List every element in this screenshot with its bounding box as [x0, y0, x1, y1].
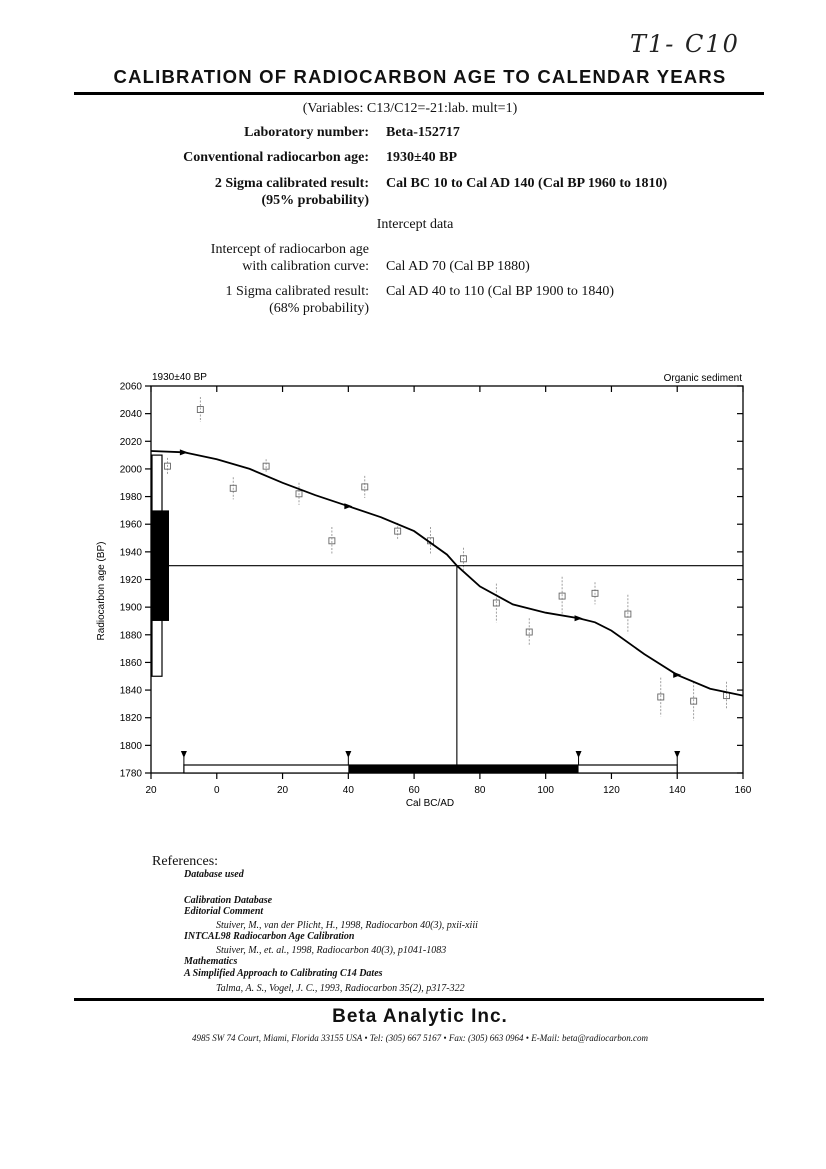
range-boundary-marker — [674, 751, 680, 758]
reference-item: Editorial Comment — [184, 906, 264, 917]
company-name: Beta Analytic Inc. — [332, 1006, 508, 1027]
curve-marker — [344, 503, 352, 509]
curve-marker — [575, 615, 583, 621]
x-tick-label: 20 — [276, 785, 289, 796]
sigma2-value: Cal BC 10 to Cal AD 140 (Cal BP 1960 to 1810) — [386, 176, 668, 191]
lab-number-value: Beta-152717 — [386, 125, 460, 140]
x-tick-label: 40 — [342, 785, 354, 796]
y-tick-label: 1820 — [119, 713, 142, 725]
reference-item: Database used — [184, 869, 244, 880]
y-tick-label: 1940 — [119, 547, 142, 559]
y-tick-label: 1980 — [119, 492, 142, 504]
range-boundary-marker — [345, 751, 351, 758]
cal-range-1sigma — [348, 765, 578, 773]
y-tick-label: 2020 — [119, 436, 142, 448]
chart-top-left-label: 1930±40 BP — [152, 372, 207, 383]
lab-number-label: Laboratory number: — [244, 125, 369, 140]
y-axis-label: Radiocarbon age (BP) — [96, 541, 107, 641]
y-tick-label: 2000 — [119, 464, 142, 476]
sigma1-label: 1 Sigma calibrated result: — [225, 284, 369, 299]
x-tick-label: 0 — [213, 785, 220, 796]
x-tick-label: 140 — [668, 785, 686, 796]
chart-top-right-label: Organic sediment — [663, 373, 742, 384]
x-tick-label: 80 — [474, 785, 486, 796]
y-tick-label: 1800 — [119, 740, 142, 752]
curve-marker — [180, 449, 188, 455]
references-heading: References: — [152, 854, 219, 869]
sigma1-probability: (68% probability) — [269, 301, 369, 316]
y-tick-label: 1780 — [119, 768, 142, 780]
x-tick-label: 20 — [145, 785, 157, 796]
reference-item: Stuiver, M., van der Plicht, H., 1998, Radiocarbon 40(3), pxii-xiii — [216, 920, 478, 931]
conventional-age-label: Conventional radiocarbon age: — [183, 150, 369, 165]
intercept-label-1: Intercept of radiocarbon age — [210, 242, 369, 257]
y-tick-label: 1840 — [119, 685, 142, 697]
y-tick-label: 1880 — [119, 630, 142, 642]
plot-frame — [151, 386, 743, 773]
sigma2-label: 2 Sigma calibrated result: — [214, 176, 369, 191]
reference-item: Mathematics — [184, 956, 238, 967]
y-tick-label: 2040 — [119, 409, 142, 421]
range-boundary-marker — [181, 751, 187, 758]
x-tick-label: 160 — [734, 785, 752, 796]
x-tick-label: 120 — [603, 785, 620, 796]
calibration-chart — [90, 365, 770, 815]
reference-item: INTCAL98 Radiocarbon Age Calibration — [184, 931, 355, 942]
reference-item: Talma, A. S., Vogel, J. C., 1993, Radiocarbon 35(2), p317-322 — [216, 983, 465, 994]
x-axis-label: Cal BC/AD — [405, 798, 455, 809]
reference-item: Calibration Database — [184, 895, 273, 906]
y-tick-label: 1960 — [119, 519, 142, 531]
y-tick-label: 1860 — [119, 657, 142, 669]
handwritten-note: T1- C10 — [630, 30, 740, 58]
variables-line: (Variables: C13/C12=-21:lab. mult=1) — [302, 101, 518, 116]
calibration-curve — [151, 451, 743, 696]
footer-rule — [74, 998, 764, 1001]
y-tick-label: 2060 — [119, 381, 142, 393]
reference-item: A Simplified Approach to Calibrating C14 Dates — [184, 968, 383, 979]
conventional-age-value: 1930±40 BP — [386, 150, 458, 165]
intercept-value: Cal AD 70 (Cal BP 1880) — [386, 259, 530, 274]
intercept-heading: Intercept data — [376, 217, 454, 232]
title-rule — [74, 92, 764, 95]
x-tick-label: 60 — [408, 785, 420, 796]
intercept-label-2: with calibration curve: — [242, 259, 369, 274]
sigma1-value: Cal AD 40 to 110 (Cal BP 1900 to 1840) — [386, 284, 615, 299]
company-address: 4985 SW 74 Court, Miami, Florida 33155 USA • Tel: (305) 667 5167 • Fax: (305) 663 0964 • E-Mail: beta@radiocarbon.com — [192, 1033, 648, 1043]
age-range-1sigma — [152, 510, 169, 621]
y-tick-label: 1900 — [119, 602, 142, 614]
sigma2-probability: (95% probability) — [261, 193, 369, 208]
range-boundary-marker — [576, 751, 582, 758]
y-tick-label: 1920 — [119, 575, 142, 586]
reference-item: Stuiver, M., et. al., 1998, Radiocarbon 40(3), p1041-1083 — [216, 945, 447, 956]
page-title: CALIBRATION OF RADIOCARBON AGE TO CALENDAR YEARS — [113, 66, 727, 87]
x-tick-label: 100 — [537, 785, 555, 796]
